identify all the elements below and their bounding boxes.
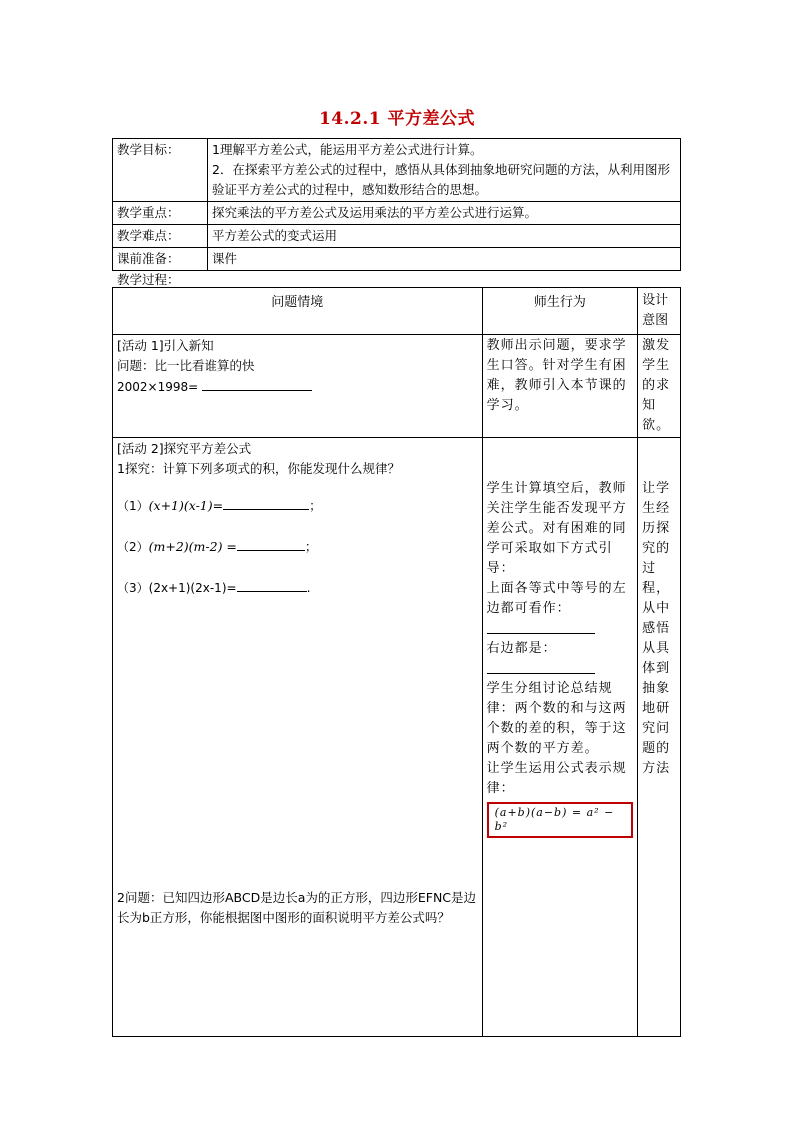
info-value: 探究乘法的平方差公式及运用乘法的平方差公式进行运算。 [208, 202, 681, 225]
answer-blank [202, 376, 312, 391]
teacher-text-2: 上面各等式中等号的左边都可看作： [486, 581, 627, 616]
eq2-blank [237, 536, 305, 551]
info-label: 课前准备： [113, 248, 208, 271]
info-label: 教学难点： [113, 225, 208, 248]
teacher-text-3: 右边都是： [486, 641, 557, 656]
eq2-end: ； [304, 539, 318, 554]
goal-line-2: 2．在探索平方差公式的过程中，感悟从具体到抽象地研究问题的方法，从利用图形验证平方差公式的过程中，感知数形结合的思想。 [212, 162, 670, 197]
eq3-blank [237, 577, 307, 592]
info-label: 教学重点： [113, 202, 208, 225]
eq3-end: . [306, 580, 311, 595]
header-actions: 师生行为 [482, 288, 637, 335]
right-side-blank [487, 659, 595, 674]
activity2-question2: 2问题：已知四边形ABCD是边长a为的正方形，四边形EFNC是边长为b正方形，你能根据图中图形的面积说明平方差公式吗？ [117, 890, 477, 925]
activity1-actions: 教师出示问题，要求学生口答。针对学生有困难，教师引入本节课的学习。 [482, 335, 637, 438]
activity1-question: 问题：比一比看谁算的快 [117, 358, 255, 373]
teacher-text-5: 让学生运用公式表示规律： [486, 761, 627, 796]
info-row-focus [113, 202, 681, 225]
activity2-intent-text: 让学生经历探究的过程，从中感悟从具体到抽象地研究问题的方法 [642, 481, 671, 776]
eq2-expr: (m+2)(m-2) = [148, 539, 237, 554]
formula-box: (a+b)(a−b) = a² − b² [487, 802, 633, 838]
activity2-explore: 1探究：计算下列多项式的积，你能发现什么规律？ [117, 461, 400, 476]
activity2-intent [638, 438, 681, 1037]
page-title: 14.2.1 平方差公式 [318, 109, 476, 129]
activity1-title: [活动 1]引入新知 [117, 338, 214, 353]
activity1-row [113, 335, 681, 438]
teacher-text-4: 学生分组讨论总结规律：两个数的和与这两个数的差的积，等于这两个数的平方差。 [486, 681, 627, 756]
eq1-blank [223, 495, 309, 510]
eq3-num: （3） [117, 581, 149, 595]
info-row-difficulty [113, 225, 681, 248]
eq3-expr: (2x+1)(2x-1)= [148, 581, 237, 595]
eq1-end: ； [309, 498, 322, 513]
info-value [208, 139, 681, 202]
info-label: 教学目标： [113, 139, 208, 202]
header-row [113, 288, 681, 335]
eq1-expr: (x+1)(x-1)= [148, 498, 224, 513]
teacher-text-1: 学生计算填空后，教师关注学生能否发现平方差公式。对有困难的同学可采取如下方式引导： [486, 481, 627, 576]
header-intent: 设计意图 [638, 288, 681, 335]
activity1-intent: 激发学生的求知欲。 [638, 335, 681, 438]
process-table [112, 287, 681, 1037]
process-label: 教学过程： [117, 272, 180, 287]
activity2-scenario [113, 438, 483, 1037]
eq1-line [117, 495, 478, 516]
info-row-prep [113, 248, 681, 271]
info-value: 平方差公式的变式运用 [208, 225, 681, 248]
info-row-goals [113, 139, 681, 202]
activity2-title: [活动 2]探究平方差公式 [117, 441, 252, 456]
header-scenario: 问题情境 [113, 288, 483, 335]
info-value: 课件 [208, 248, 681, 271]
activity2-actions [482, 438, 637, 1037]
eq2-line [117, 536, 478, 557]
info-table [112, 138, 681, 271]
activity2-row [113, 438, 681, 1037]
eq3-line [117, 577, 478, 598]
left-side-blank [487, 619, 595, 634]
activity1-calc: 2002×1998= [117, 380, 199, 394]
eq1-num: （1） [117, 499, 149, 513]
goal-line-1: 1理解平方差公式，能运用平方差公式进行计算。 [212, 142, 483, 157]
eq2-num: （2） [117, 540, 149, 554]
activity1-scenario [113, 335, 483, 438]
activity1-calc-line [117, 376, 478, 397]
